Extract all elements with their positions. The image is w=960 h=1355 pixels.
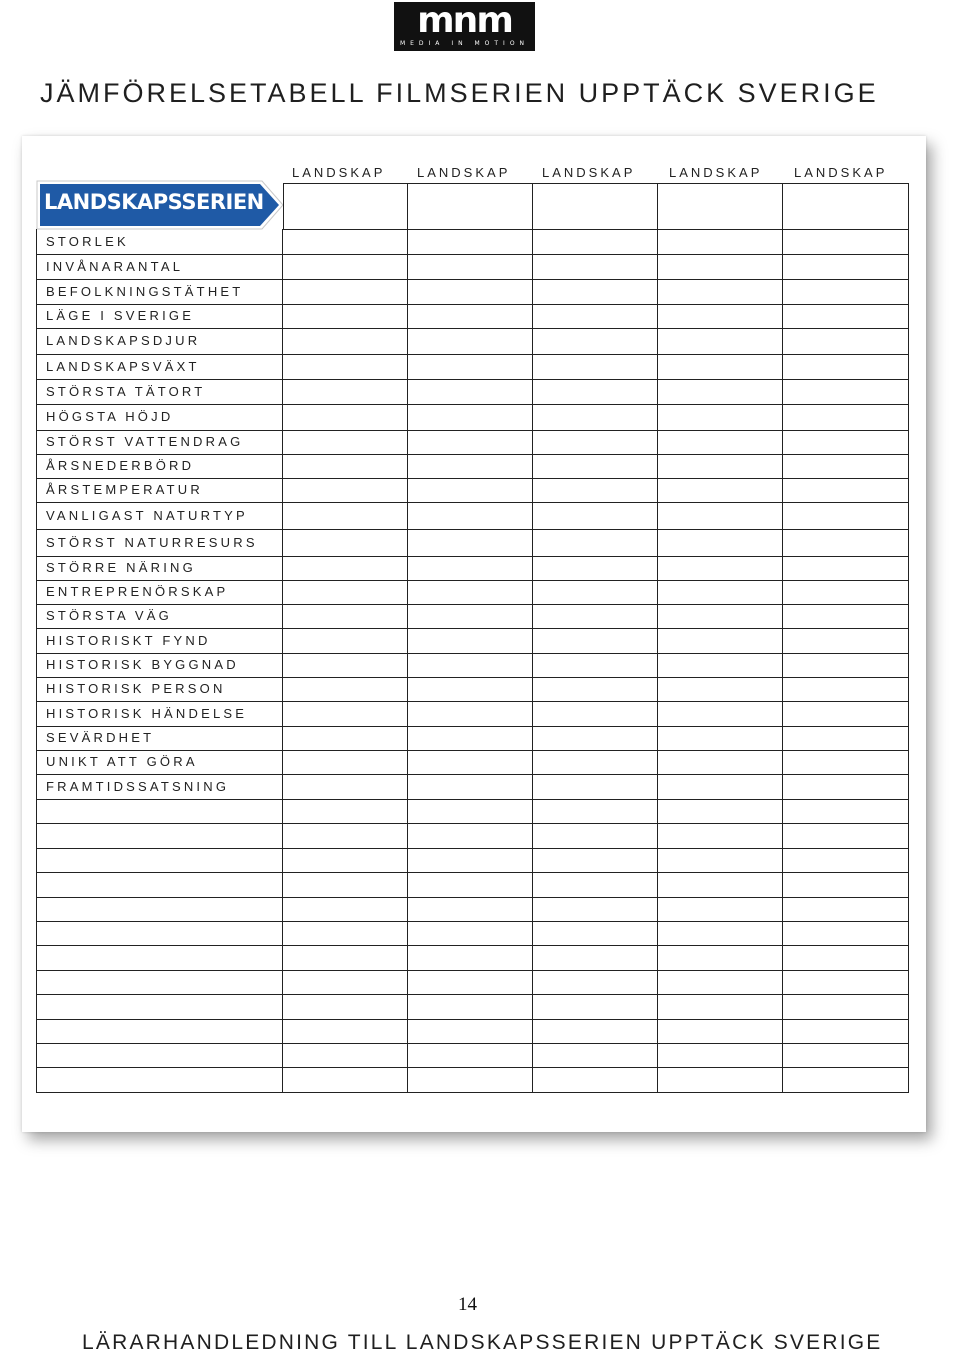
blank-label-cell-r27-c0[interactable] <box>36 872 283 898</box>
table-cell-r28-c2[interactable] <box>408 897 533 922</box>
table-cell-r34-c5[interactable] <box>783 1043 909 1068</box>
table-cell-r33-c3[interactable] <box>533 1019 658 1044</box>
table-cell-r7-c5[interactable] <box>783 379 909 405</box>
table-cell-r5-c2[interactable] <box>408 328 533 355</box>
table-cell-r18-c2[interactable] <box>408 653 533 678</box>
row-label: STÖRST NATURRESURS <box>46 534 258 550</box>
table-cell-r4-c1[interactable] <box>283 304 408 329</box>
table-cell-r33-c1[interactable] <box>283 1019 408 1044</box>
row-label: STÖRST VATTENDRAG <box>46 434 244 449</box>
table-cell-r35-c4[interactable] <box>658 1067 783 1093</box>
table-cell-r19-c4[interactable] <box>658 677 783 702</box>
table-cell-r29-c3[interactable] <box>533 921 658 946</box>
table-cell-r11-c1[interactable] <box>283 478 408 503</box>
logo-wordmark: mnm <box>417 0 512 41</box>
table-cell-r2-c1[interactable] <box>283 254 408 280</box>
table-cell-r28-c1[interactable] <box>283 897 408 922</box>
table-cell-r22-c3[interactable] <box>533 750 658 775</box>
table-cell-r26-c2[interactable] <box>408 848 533 873</box>
table-cell-r18-c1[interactable] <box>283 653 408 678</box>
table-cell-r5-c1[interactable] <box>283 328 408 355</box>
table-cell-r6-c4[interactable] <box>658 354 783 380</box>
table-cell-r8-c4[interactable] <box>658 404 783 431</box>
table-cell-r18-c3[interactable] <box>533 653 658 678</box>
row-label: VANLIGAST NATURTYP <box>46 507 248 523</box>
blank-label-cell-r28-c0[interactable] <box>36 897 283 922</box>
table-cell-r7-c2[interactable] <box>408 379 533 405</box>
header-cell-col-3[interactable] <box>533 183 658 230</box>
table-cell-r33-c5[interactable] <box>783 1019 909 1044</box>
table-cell-r33-c4[interactable] <box>658 1019 783 1044</box>
row-label: LANDSKAPSVÄXT <box>46 358 200 374</box>
table-cell-r19-c3[interactable] <box>533 677 658 702</box>
table-cell-r3-c2[interactable] <box>408 279 533 305</box>
header-cell-col-5[interactable] <box>783 183 909 230</box>
table-cell-r12-c5[interactable] <box>783 502 909 530</box>
blank-label-cell-r30-c0[interactable] <box>36 945 283 971</box>
table-cell-r9-c5[interactable] <box>783 430 909 455</box>
table-cell-r30-c4[interactable] <box>658 945 783 971</box>
blank-label-cell-r25-c0[interactable] <box>36 823 283 849</box>
table-cell-r24-c3[interactable] <box>533 799 658 824</box>
table-cell-r21-c3[interactable] <box>533 726 658 751</box>
table-cell-r29-c2[interactable] <box>408 921 533 946</box>
table-cell-r16-c1[interactable] <box>283 604 408 629</box>
table-cell-r18-c4[interactable] <box>658 653 783 678</box>
table-cell-r34-c4[interactable] <box>658 1043 783 1068</box>
table-cell-r6-c5[interactable] <box>783 354 909 380</box>
table-cell-r8-c1[interactable] <box>283 404 408 431</box>
table-cell-r13-c3[interactable] <box>533 529 658 557</box>
table-cell-r13-c2[interactable] <box>408 529 533 557</box>
header-cell-col-4[interactable] <box>658 183 783 230</box>
table-cell-r7-c3[interactable] <box>533 379 658 405</box>
table-cell-r20-c2[interactable] <box>408 701 533 727</box>
table-cell-r10-c5[interactable] <box>783 454 909 479</box>
table-cell-r12-c3[interactable] <box>533 502 658 530</box>
table-cell-r34-c3[interactable] <box>533 1043 658 1068</box>
table-cell-r32-c1[interactable] <box>283 994 408 1020</box>
table-cell-r30-c2[interactable] <box>408 945 533 971</box>
table-cell-r28-c3[interactable] <box>533 897 658 922</box>
row-label: HISTORISK BYGGNAD <box>46 657 239 672</box>
table-cell-r2-c2[interactable] <box>408 254 533 280</box>
table-cell-r28-c4[interactable] <box>658 897 783 922</box>
table-cell-r24-c4[interactable] <box>658 799 783 824</box>
page-title: JÄMFÖRELSETABELL FILMSERIEN UPPTÄCK SVERIGE <box>40 78 879 108</box>
table-cell-r35-c1[interactable] <box>283 1067 408 1093</box>
column-header-2: LANDSKAP <box>417 165 511 180</box>
table-cell-r35-c5[interactable] <box>783 1067 909 1093</box>
table-cell-r6-c2[interactable] <box>408 354 533 380</box>
row-label: SEVÄRDHET <box>46 730 155 745</box>
row-label: HISTORISKT FYND <box>46 632 211 648</box>
table-cell-r17-c4[interactable] <box>658 628 783 654</box>
blank-label-cell-r26-c0[interactable] <box>36 848 283 873</box>
table-cell-r22-c4[interactable] <box>658 750 783 775</box>
table-cell-r27-c4[interactable] <box>658 872 783 898</box>
table-cell-r12-c2[interactable] <box>408 502 533 530</box>
table-cell-r17-c5[interactable] <box>783 628 909 654</box>
blank-label-cell-r34-c0[interactable] <box>36 1043 283 1068</box>
blank-label-cell-r24-c0[interactable] <box>36 799 283 824</box>
row-label: STÖRSTA TÄTORT <box>46 383 206 399</box>
table-cell-r31-c1[interactable] <box>283 970 408 995</box>
table-cell-r32-c4[interactable] <box>658 994 783 1020</box>
table-cell-r34-c1[interactable] <box>283 1043 408 1068</box>
table-cell-r5-c5[interactable] <box>783 328 909 355</box>
table-cell-r21-c4[interactable] <box>658 726 783 751</box>
row-label: BEFOLKNINGSTÄTHET <box>46 283 244 299</box>
table-cell-r29-c1[interactable] <box>283 921 408 946</box>
table-cell-r22-c5[interactable] <box>783 750 909 775</box>
table-cell-r30-c5[interactable] <box>783 945 909 971</box>
table-cell-r1-c1[interactable] <box>283 229 408 255</box>
table-cell-r4-c5[interactable] <box>783 304 909 329</box>
blank-label-cell-r32-c0[interactable] <box>36 994 283 1020</box>
table-cell-r20-c1[interactable] <box>283 701 408 727</box>
table-cell-r23-c2[interactable] <box>408 774 533 800</box>
table-cell-r3-c3[interactable] <box>533 279 658 305</box>
table-cell-r15-c4[interactable] <box>658 580 783 605</box>
table-cell-r19-c1[interactable] <box>283 677 408 702</box>
table-cell-r9-c1[interactable] <box>283 430 408 455</box>
table-cell-r2-c3[interactable] <box>533 254 658 280</box>
table-cell-r3-c1[interactable] <box>283 279 408 305</box>
row-label: STORLEK <box>46 233 129 249</box>
table-cell-r25-c5[interactable] <box>783 823 909 849</box>
table-cell-r11-c2[interactable] <box>408 478 533 503</box>
blank-label-cell-r29-c0[interactable] <box>36 921 283 946</box>
row-label: HISTORISK PERSON <box>46 681 226 696</box>
table-cell-r23-c1[interactable] <box>283 774 408 800</box>
table-cell-r16-c2[interactable] <box>408 604 533 629</box>
table-cell-r1-c2[interactable] <box>408 229 533 255</box>
table-cell-r25-c2[interactable] <box>408 823 533 849</box>
table-cell-r30-c1[interactable] <box>283 945 408 971</box>
row-label: ENTREPRENÖRSKAP <box>46 584 229 599</box>
table-cell-r32-c2[interactable] <box>408 994 533 1020</box>
table-cell-r30-c3[interactable] <box>533 945 658 971</box>
table-cell-r27-c1[interactable] <box>283 872 408 898</box>
table-cell-r21-c1[interactable] <box>283 726 408 751</box>
sign-label: LANDSKAPSSERIEN <box>44 190 264 214</box>
table-cell-r24-c1[interactable] <box>283 799 408 824</box>
table-cell-r35-c2[interactable] <box>408 1067 533 1093</box>
table-cell-r26-c3[interactable] <box>533 848 658 873</box>
table-cell-r15-c2[interactable] <box>408 580 533 605</box>
table-cell-r25-c3[interactable] <box>533 823 658 849</box>
column-header-4: LANDSKAP <box>669 165 763 180</box>
table-cell-r24-c2[interactable] <box>408 799 533 824</box>
table-cell-r4-c4[interactable] <box>658 304 783 329</box>
table-cell-r3-c5[interactable] <box>783 279 909 305</box>
row-label: INVÅNARANTAL <box>46 258 184 274</box>
table-cell-r13-c4[interactable] <box>658 529 783 557</box>
table-cell-r32-c3[interactable] <box>533 994 658 1020</box>
table-cell-r13-c1[interactable] <box>283 529 408 557</box>
table-cell-r12-c4[interactable] <box>658 502 783 530</box>
table-cell-r32-c5[interactable] <box>783 994 909 1020</box>
row-label: ÅRSTEMPERATUR <box>46 482 203 497</box>
table-cell-r22-c1[interactable] <box>283 750 408 775</box>
table-cell-r26-c1[interactable] <box>283 848 408 873</box>
table-cell-r23-c5[interactable] <box>783 774 909 800</box>
row-label: LÄGE I SVERIGE <box>46 308 195 323</box>
table-cell-r2-c4[interactable] <box>658 254 783 280</box>
table-cell-r9-c3[interactable] <box>533 430 658 455</box>
table-cell-r11-c3[interactable] <box>533 478 658 503</box>
table-cell-r14-c4[interactable] <box>658 556 783 581</box>
table-cell-r11-c5[interactable] <box>783 478 909 503</box>
table-cell-r10-c1[interactable] <box>283 454 408 479</box>
table-cell-r13-c5[interactable] <box>783 529 909 557</box>
table-cell-r4-c3[interactable] <box>533 304 658 329</box>
row-label: LANDSKAPSDJUR <box>46 333 201 348</box>
table-cell-r15-c3[interactable] <box>533 580 658 605</box>
table-cell-r26-c4[interactable] <box>658 848 783 873</box>
footer-title: LÄRARHANDLEDNING TILL LANDSKAPSSERIEN UPPTÄCK SVERIGE <box>82 1331 883 1354</box>
blank-label-cell-r35-c0[interactable] <box>36 1067 283 1093</box>
mnm-logo <box>394 2 535 51</box>
table-cell-r9-c4[interactable] <box>658 430 783 455</box>
table-cell-r14-c1[interactable] <box>283 556 408 581</box>
table-cell-r29-c4[interactable] <box>658 921 783 946</box>
table-cell-r17-c1[interactable] <box>283 628 408 654</box>
column-header-5: LANDSKAP <box>794 165 888 180</box>
table-cell-r17-c3[interactable] <box>533 628 658 654</box>
table-cell-r7-c4[interactable] <box>658 379 783 405</box>
table-cell-r27-c2[interactable] <box>408 872 533 898</box>
column-header-1: LANDSKAP <box>292 165 386 180</box>
table-cell-r8-c3[interactable] <box>533 404 658 431</box>
table-cell-r31-c5[interactable] <box>783 970 909 995</box>
table-cell-r20-c3[interactable] <box>533 701 658 727</box>
table-cell-r12-c1[interactable] <box>283 502 408 530</box>
table-cell-r9-c2[interactable] <box>408 430 533 455</box>
logo-tagline: MEDIA IN MOTION <box>399 40 530 47</box>
header-cell-col-2[interactable] <box>408 183 533 230</box>
table-cell-r18-c5[interactable] <box>783 653 909 678</box>
table-cell-r27-c5[interactable] <box>783 872 909 898</box>
table-cell-r35-c3[interactable] <box>533 1067 658 1093</box>
table-cell-r5-c4[interactable] <box>658 328 783 355</box>
table-cell-r16-c5[interactable] <box>783 604 909 629</box>
row-label: FRAMTIDSSATSNING <box>46 778 230 794</box>
table-cell-r34-c2[interactable] <box>408 1043 533 1068</box>
table-cell-r21-c2[interactable] <box>408 726 533 751</box>
row-label: HISTORISK HÄNDELSE <box>46 705 248 721</box>
row-label: ÅRSNEDERBÖRD <box>46 458 195 473</box>
table-cell-r6-c1[interactable] <box>283 354 408 380</box>
column-header-3: LANDSKAP <box>542 165 636 180</box>
table-cell-r20-c4[interactable] <box>658 701 783 727</box>
table-cell-r21-c5[interactable] <box>783 726 909 751</box>
table-cell-r2-c5[interactable] <box>783 254 909 280</box>
header-cell-col-1[interactable] <box>283 183 408 230</box>
table-cell-r15-c1[interactable] <box>283 580 408 605</box>
table-cell-r3-c4[interactable] <box>658 279 783 305</box>
table-cell-r20-c5[interactable] <box>783 701 909 727</box>
table-cell-r1-c5[interactable] <box>783 229 909 255</box>
table-cell-r22-c2[interactable] <box>408 750 533 775</box>
table-cell-r14-c5[interactable] <box>783 556 909 581</box>
table-cell-r16-c4[interactable] <box>658 604 783 629</box>
table-cell-r10-c4[interactable] <box>658 454 783 479</box>
table-cell-r5-c3[interactable] <box>533 328 658 355</box>
table-cell-r29-c5[interactable] <box>783 921 909 946</box>
table-cell-r7-c1[interactable] <box>283 379 408 405</box>
table-cell-r14-c3[interactable] <box>533 556 658 581</box>
row-label: STÖRRE NÄRING <box>46 560 196 575</box>
row-label: HÖGSTA HÖJD <box>46 409 174 424</box>
table-cell-r15-c5[interactable] <box>783 580 909 605</box>
table-cell-r10-c3[interactable] <box>533 454 658 479</box>
table-cell-r8-c5[interactable] <box>783 404 909 431</box>
table-cell-r6-c3[interactable] <box>533 354 658 380</box>
table-cell-r25-c1[interactable] <box>283 823 408 849</box>
blank-label-cell-r31-c0[interactable] <box>36 970 283 995</box>
table-cell-r31-c2[interactable] <box>408 970 533 995</box>
row-label: STÖRSTA VÄG <box>46 608 172 623</box>
table-cell-r17-c2[interactable] <box>408 628 533 654</box>
table-cell-r24-c5[interactable] <box>783 799 909 824</box>
table-cell-r28-c5[interactable] <box>783 897 909 922</box>
table-cell-r1-c4[interactable] <box>658 229 783 255</box>
table-cell-r23-c4[interactable] <box>658 774 783 800</box>
table-cell-r19-c5[interactable] <box>783 677 909 702</box>
table-cell-r10-c2[interactable] <box>408 454 533 479</box>
table-cell-r1-c3[interactable] <box>533 229 658 255</box>
table-cell-r25-c4[interactable] <box>658 823 783 849</box>
blank-label-cell-r33-c0[interactable] <box>36 1019 283 1044</box>
table-cell-r11-c4[interactable] <box>658 478 783 503</box>
page-number: 14 <box>458 1294 477 1315</box>
table-cell-r31-c4[interactable] <box>658 970 783 995</box>
table-cell-r8-c2[interactable] <box>408 404 533 431</box>
table-cell-r23-c3[interactable] <box>533 774 658 800</box>
table-cell-r26-c5[interactable] <box>783 848 909 873</box>
table-cell-r27-c3[interactable] <box>533 872 658 898</box>
table-cell-r16-c3[interactable] <box>533 604 658 629</box>
table-cell-r19-c2[interactable] <box>408 677 533 702</box>
table-cell-r33-c2[interactable] <box>408 1019 533 1044</box>
row-label: UNIKT ATT GÖRA <box>46 754 198 769</box>
table-cell-r31-c3[interactable] <box>533 970 658 995</box>
table-cell-r4-c2[interactable] <box>408 304 533 329</box>
table-cell-r14-c2[interactable] <box>408 556 533 581</box>
landskapsserien-sign <box>36 180 284 230</box>
